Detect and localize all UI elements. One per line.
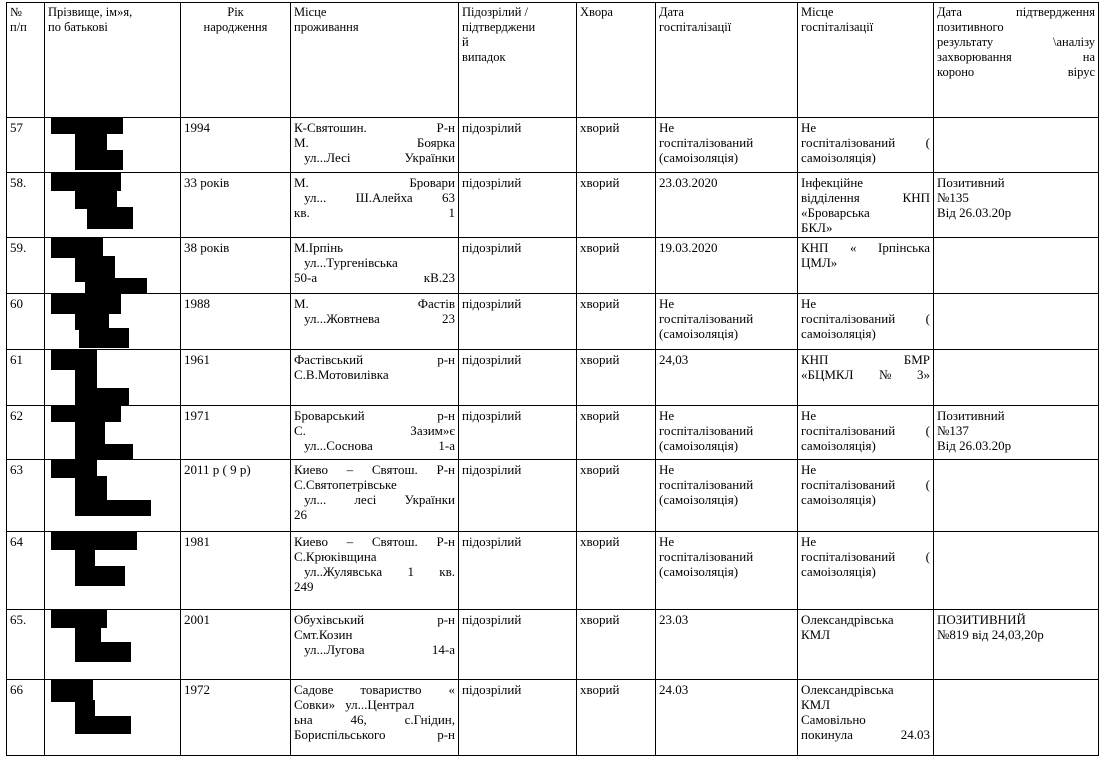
hospitalization-date: Не госпіталізований (самоізоляція) [656,118,798,173]
redaction-block [45,460,181,532]
row-number: 63 [7,460,45,532]
table-row [7,294,1099,350]
row-number: 66 [7,680,45,756]
redaction-bar [75,388,129,406]
redaction-bar [75,500,151,516]
sick-status: хворий [577,238,656,294]
hospitalization-place: Не госпіталізований ( самоізоляція) [798,532,934,610]
confirmation-result [934,294,1099,350]
hospitalization-date: 23.03 [656,610,798,680]
sick-status: хворий [577,532,656,610]
hospitalization-place: Інфекційне відділення КНП «Броварська БКЛ» [798,173,934,238]
case-status: підозрілий [459,406,577,460]
redaction-bar [75,150,123,170]
redacted-name [45,532,181,610]
header-sick: Хвора [577,3,656,118]
sick-status: хворий [577,680,656,756]
redaction-bar [75,716,131,734]
redacted-name [45,294,181,350]
residence: Киево – Святош. Р-н С.Святопетрівське ул... лесі Українки 26 [291,460,459,532]
redacted-name [45,610,181,680]
table-row [7,350,1099,406]
table-row [7,118,1099,173]
sick-status: хворий [577,350,656,406]
confirmation-result: ПОЗИТИВНИЙ №819 від 24,03,20р [934,610,1099,680]
redaction-bar [75,700,95,718]
hospitalization-place: КНП « Ірпінська ЦМЛ» [798,238,934,294]
redaction-bar [87,207,133,229]
header-hospitalization-date: Дата госпіталізації [656,3,798,118]
birth-year: 1994 [181,118,291,173]
hospitalization-place: Олександрівська КМЛ [798,610,934,680]
redaction-bar [75,548,95,568]
residence: Обухівський р-н Смт.Козин ул...Лугова 14-а [291,610,459,680]
redaction-block [45,238,181,294]
table-row [7,460,1099,532]
case-status: підозрілий [459,532,577,610]
table-header-row [7,3,1099,118]
residence: К-Святошин. Р-н М. Боярка ул...Лесі Українки [291,118,459,173]
redaction-bar [51,532,137,550]
row-number: 59. [7,238,45,294]
confirmation-result [934,460,1099,532]
sick-status: хворий [577,406,656,460]
birth-year: 1972 [181,680,291,756]
redaction-bar [75,368,97,390]
residence: Садове товариство « Совки» ул...Централ ьна 46, с.Гнідин, Бориспільського р-н [291,680,459,756]
sick-status: хворий [577,610,656,680]
case-status: підозрілий [459,173,577,238]
case-status: підозрілий [459,680,577,756]
hospitalization-date: Не госпіталізований (самоізоляція) [656,406,798,460]
hospitalization-date: 24,03 [656,350,798,406]
redaction-block [45,350,181,406]
redacted-name [45,118,181,173]
redacted-name [45,173,181,238]
redacted-name [45,238,181,294]
case-status: підозрілий [459,460,577,532]
redaction-bar [75,566,125,586]
redaction-bar [51,680,93,702]
hospitalization-place: Олександрівська КМЛ Самовільно покинула 24.03 [798,680,934,756]
row-number: 62 [7,406,45,460]
birth-year: 2011 р ( 9 р) [181,460,291,532]
redaction-bar [51,294,121,314]
table-row [7,406,1099,460]
sick-status: хворий [577,118,656,173]
birth-year: 33 років [181,173,291,238]
birth-year: 2001 [181,610,291,680]
redacted-name [45,406,181,460]
redacted-name [45,460,181,532]
redacted-name [45,680,181,756]
row-number: 64 [7,532,45,610]
case-status: підозрілий [459,294,577,350]
sick-status: хворий [577,294,656,350]
redaction-block [45,406,181,460]
confirmation-result [934,118,1099,173]
redaction-bar [51,238,103,258]
sick-status: хворий [577,460,656,532]
case-status: підозрілий [459,610,577,680]
birth-year: 1971 [181,406,291,460]
residence: М. Бровари ул... Ш.Алейха 63 кв. 1 [291,173,459,238]
hospitalization-date: 23.03.2020 [656,173,798,238]
redaction-block [45,294,181,350]
redaction-bar [79,328,129,348]
redaction-bar [75,312,109,330]
residence: М.Ірпінь ул...Тургенівська 50-а кВ.23 [291,238,459,294]
hospitalization-date: 24.03 [656,680,798,756]
residence: Броварський р-н С. Зазим»є ул...Соснова 1-а [291,406,459,460]
redaction-bar [75,642,131,662]
redaction-bar [75,444,133,460]
residence: Киево – Святош. Р-н С.Крюківщина ул..Жулявська 1 кв. 249 [291,532,459,610]
residence: М. Фастів ул...Жовтнева 23 [291,294,459,350]
row-number: 60 [7,294,45,350]
header-hospitalization-place: Місце госпіталізації [798,3,934,118]
table-row [7,610,1099,680]
birth-year: 1981 [181,532,291,610]
table-row [7,680,1099,756]
confirmation-result [934,680,1099,756]
case-status: підозрілий [459,238,577,294]
redacted-name [45,350,181,406]
redaction-block [45,118,181,173]
hospitalization-place: Не госпіталізований ( самоізоляція) [798,406,934,460]
redaction-bar [75,420,105,446]
hospitalization-date: Не госпіталізований (самоізоляція) [656,532,798,610]
confirmation-result: Позитивний №135 Від 26.03.20р [934,173,1099,238]
redaction-bar [75,476,107,502]
header-case-type: Підозрілий / підтверджени й випадок [459,3,577,118]
sick-status: хворий [577,173,656,238]
table-row [7,238,1099,294]
confirmation-result [934,532,1099,610]
hospitalization-place: КНП БМР «БЦМКЛ№3» [798,350,934,406]
header-name: Прізвище, ім»я, по батькові [45,3,181,118]
table-row [7,173,1099,238]
row-number: 57 [7,118,45,173]
hospitalization-place: Не госпіталізований ( самоізоляція) [798,118,934,173]
redaction-block [45,173,181,238]
confirmation-result: Позитивний №137 Від 26.03.20р [934,406,1099,460]
redaction-bar [75,132,107,152]
redaction-bar [85,278,147,294]
case-status: підозрілий [459,350,577,406]
confirmation-result [934,238,1099,294]
confirmation-result [934,350,1099,406]
table-row [7,532,1099,610]
redaction-block [45,532,181,610]
row-number: 61 [7,350,45,406]
hospitalization-date: Не госпіталізований (самоізоляція) [656,460,798,532]
hospitalization-place: Не госпіталізований ( самоізоляція) [798,460,934,532]
redaction-bar [51,406,121,422]
redaction-bar [51,460,97,478]
birth-year: 1988 [181,294,291,350]
hospitalization-place: Не госпіталізований ( самоізоляція) [798,294,934,350]
redaction-bar [51,610,107,628]
redaction-bar [75,626,101,644]
header-confirmation-date: Дата підтвердження позитивного результату \аналізу захворювання на короно вірус [934,3,1099,118]
redaction-bar [75,189,117,209]
birth-year: 38 років [181,238,291,294]
hospitalization-date: Не госпіталізований (самоізоляція) [656,294,798,350]
row-number: 65. [7,610,45,680]
hospitalization-date: 19.03.2020 [656,238,798,294]
patient-table [6,2,1099,756]
residence: Фастівський р-н С.В.Мотовилівка [291,350,459,406]
case-status: підозрілий [459,118,577,173]
redaction-bar [51,173,121,191]
birth-year: 1961 [181,350,291,406]
row-number: 58. [7,173,45,238]
redaction-block [45,610,181,680]
header-birth-year: Рік народження [181,3,291,118]
redaction-block [45,680,181,756]
redaction-bar [51,118,123,134]
header-residence: Місце проживання [291,3,459,118]
header-number: № п/п [7,3,45,118]
redaction-bar [51,350,97,370]
